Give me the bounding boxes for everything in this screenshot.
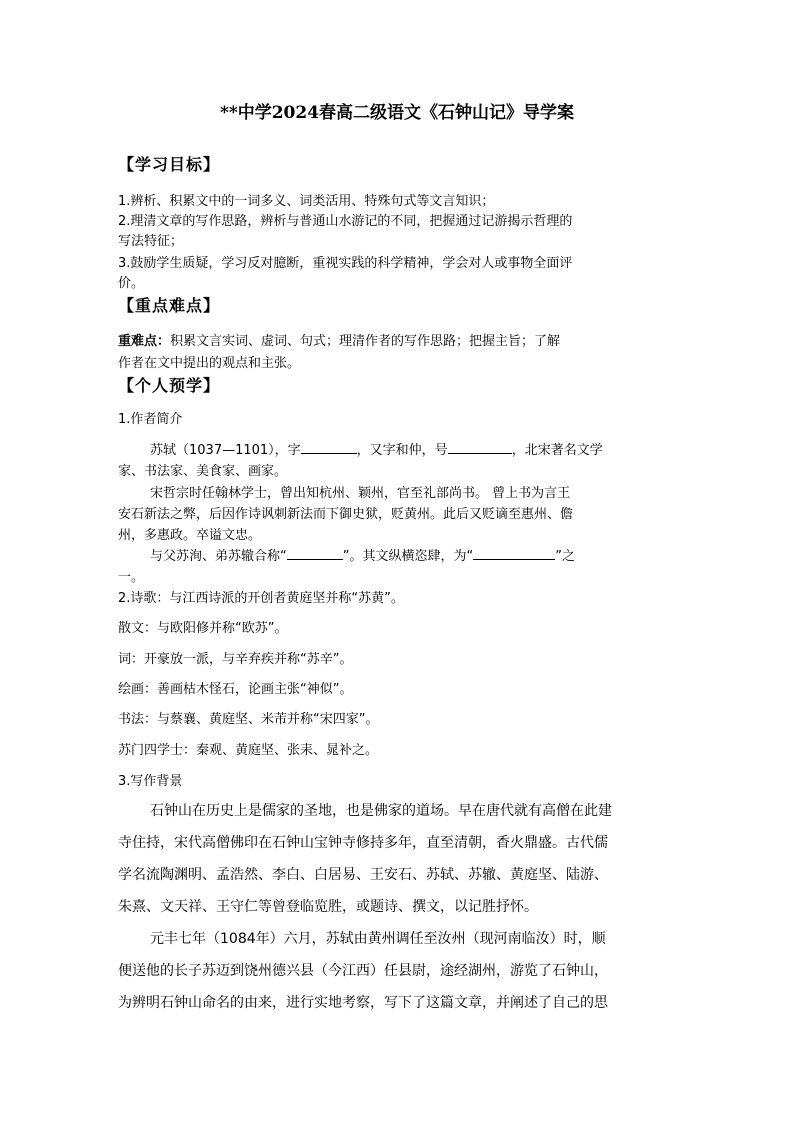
family-line-1 bbox=[150, 545, 678, 564]
background-p1-line-1: 石钟山在历史上是儒家的圣地，也是佛家的道场。早在唐代就有高僧在此建 bbox=[150, 803, 612, 819]
courtesy-name-blank[interactable] bbox=[301, 440, 357, 454]
author-line-1 bbox=[150, 439, 678, 458]
background-p1-line-4: 朱熹、文天祥、王守仁等曾登临览胜，或题诗、撰文，以记胜抒怀。 bbox=[118, 899, 538, 915]
objective-line-3: 3.鼓励学生质疑，学习反对臆断，重视实践的科学精神，学会对人或事物全面评 bbox=[118, 256, 573, 271]
objective-line-1: 1.辨析、积累文中的一词多义、词类活用、特殊句式等文言知识； bbox=[118, 194, 495, 209]
key-points-line-1 bbox=[118, 330, 678, 349]
author-text-a: 苏轼（1037—1101），字 bbox=[150, 443, 301, 458]
background-p2-line-3: 为辨明石钟山命名的由来，进行实地考察，写下了这篇文章，并阐述了自己的思 bbox=[118, 995, 608, 1011]
key-points-heading: 【重点难点】 bbox=[118, 296, 221, 315]
objective-line-3-cont: 价。 bbox=[118, 276, 145, 291]
calligraphy-line: 书法：与蔡襄、黄庭坚、米芾并称“宋四家”。 bbox=[118, 712, 379, 727]
eight-masters-blank[interactable] bbox=[473, 546, 555, 560]
painting-line: 绘画：善画枯木怪石，论画主张“神似”。 bbox=[118, 682, 353, 697]
page-title: **中学2024春高二级语文《石钟山记》导学案 bbox=[219, 103, 575, 123]
ci-line: 词：开豪放一派，与辛弃疾并称“苏辛”。 bbox=[118, 652, 353, 667]
four-scholars-line: 苏门四学士：秦观、黄庭坚、张耒、晁补之。 bbox=[118, 743, 379, 758]
objective-line-2: 2.理清文章的写作思路，辨析与普通山水游记的不同，把握通过记游揭示哲理的 bbox=[118, 214, 573, 229]
prose-line: 散文：与欧阳修并称“欧苏”。 bbox=[118, 621, 288, 636]
key-points-text: 积累文言实词、虚词、句式；理清作者的写作思路；把握主旨；了解 bbox=[170, 334, 561, 349]
art-name-blank[interactable] bbox=[448, 440, 512, 454]
career-line-2: 安石新法之弊，后因作诗讽刺新法而下御史狱，贬黄州。此后又贬谪至惠州、儋 bbox=[118, 507, 574, 522]
family-line-2: 一。 bbox=[118, 570, 145, 585]
career-line-1: 宋哲宗时任翰林学士，曾出知杭州、颖州，官至礼部尚书。 曾上书为言王 bbox=[150, 486, 571, 501]
author-line-2: 家、书法家、美食家、画家。 bbox=[118, 464, 288, 479]
objectives-heading: 【学习目标】 bbox=[118, 155, 221, 174]
author-text-b: ，又字和仲，号 bbox=[356, 443, 448, 458]
key-points-line-2: 作者在文中提出的观点和主张。 bbox=[118, 356, 301, 371]
background-p1-line-3: 学名流陶渊明、孟浩然、李白、白居易、王安石、苏轼、苏辙、黄庭坚、陆游、 bbox=[118, 867, 608, 883]
family-text-c: ”之 bbox=[555, 549, 575, 564]
objective-line-2-cont: 写法特征； bbox=[118, 234, 184, 249]
family-text-a: 与父苏洵、弟苏辙合称“ bbox=[150, 549, 287, 564]
family-text-b: ”。其文纵横恣肆，为“ bbox=[342, 549, 474, 564]
background-label: 3.写作背景 bbox=[118, 774, 183, 789]
three-su-blank[interactable] bbox=[287, 546, 343, 560]
background-p1-line-2: 寺住持，宋代高僧佛印在石钟山宝钟寺修持多年，直至清朝，香火鼎盛。古代儒 bbox=[118, 835, 608, 851]
background-p2-line-1: 元丰七年（1084年）六月，苏轼由黄州调任至汝州（现河南临汝）时，顺 bbox=[150, 931, 606, 947]
key-points-label: 重难点： bbox=[118, 334, 171, 349]
author-intro-label: 1.作者简介 bbox=[118, 412, 183, 427]
poetry-line: 2.诗歌：与江西诗派的开创者黄庭坚并称“苏黄”。 bbox=[118, 591, 404, 606]
author-text-c: ，北宋著名文学 bbox=[511, 443, 603, 458]
background-p2-line-2: 便送他的长子苏迈到饶州德兴县（今江西）任县尉，途经湖州，游览了石钟山， bbox=[118, 963, 608, 979]
preview-heading: 【个人预学】 bbox=[118, 376, 221, 395]
career-line-3: 州，多惠政。卒谥文忠。 bbox=[118, 528, 262, 543]
